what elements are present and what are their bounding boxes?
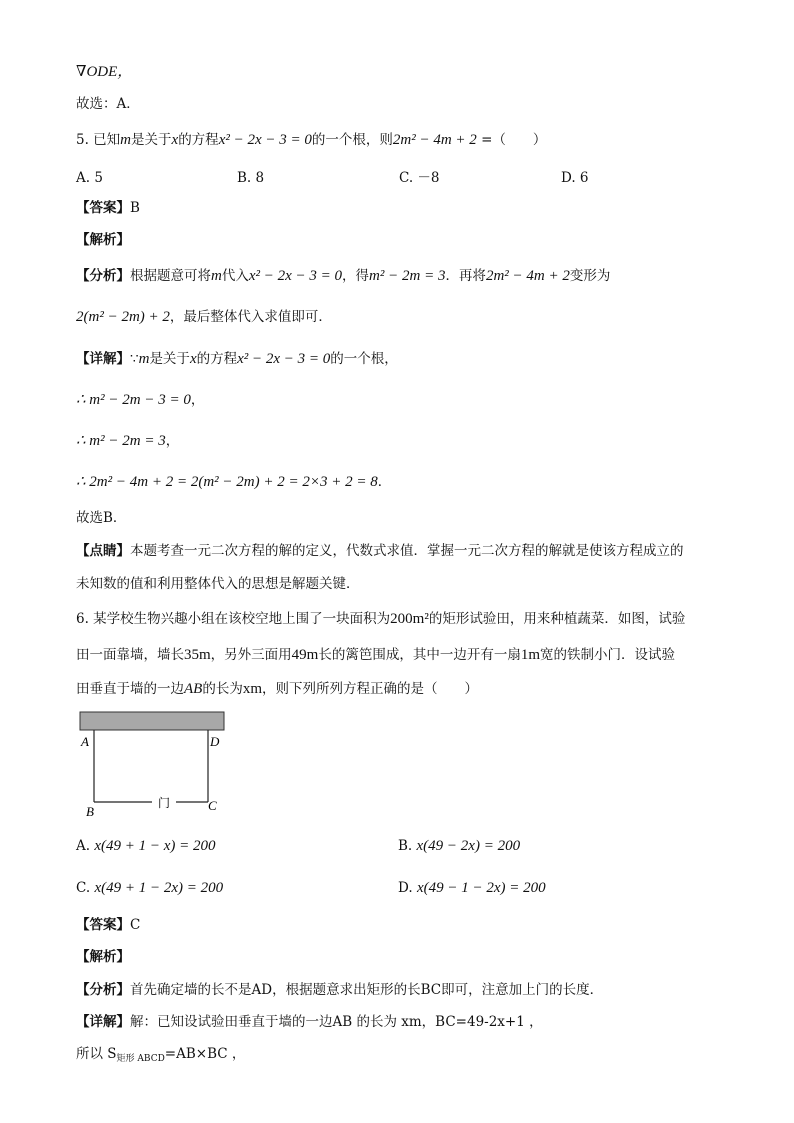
detail-text: 解：已知设试验田垂直于墙的一边AB 的长为 xm，BC=49-2x+1 ，	[130, 1014, 543, 1030]
q5-option-d: D. 6	[561, 170, 589, 186]
q6-door-width: 1m	[520, 647, 541, 663]
question-6-line1	[76, 609, 685, 629]
q6-text: 田一面靠墙，墙长	[76, 647, 184, 663]
analysis-text: ，得	[342, 268, 370, 284]
q6-segment-ab: AB	[184, 681, 203, 697]
because-symbol: ∵	[130, 351, 139, 367]
analysis-expression: 2m² − 4m + 2	[485, 268, 570, 284]
detail-text: 的方程	[196, 351, 238, 367]
option-equation: x(49 − 1 − 2x) = 200	[416, 880, 546, 896]
analysis-equation: x² − 2x − 3 = 0	[248, 268, 343, 284]
question-5-stem	[76, 130, 546, 150]
detail-tag: 【详解】	[76, 1014, 130, 1030]
q5-step-1	[76, 390, 204, 410]
detail-var-x: x	[189, 351, 197, 367]
detail-equation: x² − 2x − 3 = 0	[237, 351, 331, 367]
line-choose-a: 故选：A．	[76, 96, 140, 112]
line-nabla-ode	[76, 62, 132, 82]
q6-detail	[76, 1012, 543, 1032]
punct: ，	[165, 433, 180, 449]
detail-tag: 【详解】	[76, 351, 130, 367]
q5-comment-line1	[76, 541, 684, 561]
q6-text: 宽的铁制小门．设试验	[540, 647, 676, 663]
q6-text: ，另外三面用	[210, 647, 292, 663]
q5-text: 的一个根，则	[311, 132, 393, 148]
comment-tag: 【点睛】	[76, 543, 130, 559]
option-letter: C.	[76, 880, 91, 896]
q5-number: 5. 已知	[76, 132, 121, 148]
q5-var-x: x	[171, 132, 179, 148]
analysis-text: ，最后整体代入求值即可．	[169, 309, 332, 325]
formula-subscript: 矩形 ABCD	[116, 1054, 165, 1064]
q5-jiexi-heading: 【解析】	[76, 232, 130, 248]
punct: ．	[377, 474, 392, 490]
q6-option-c	[76, 878, 223, 898]
analysis-equation-2: m² − 2m = 3	[369, 268, 446, 284]
label-d: D	[210, 734, 220, 749]
q6-text: 长的篱笆围成，其中一边开有一扇	[318, 647, 521, 663]
q6-text: 的长为	[202, 681, 243, 697]
q5-analysis-line2	[76, 307, 332, 327]
q6-option-d	[398, 878, 546, 898]
q6-option-a	[76, 836, 216, 856]
q5-choose: 故选B．	[76, 510, 127, 526]
q6-fence-length: 49m	[291, 647, 319, 663]
q6-analysis	[76, 980, 603, 1000]
q5-step-3	[76, 472, 391, 492]
option-letter: D.	[398, 880, 413, 896]
q5-option-b: B. 8	[237, 170, 265, 186]
option-letter: B.	[398, 838, 413, 854]
punct: ，	[190, 392, 205, 408]
analysis-text: 首先确定墙的长不是AD，根据题意求出矩形的长BC即可，注意加上门的长度．	[130, 982, 604, 998]
label-door: 门	[158, 796, 171, 810]
q5-expression: 2m² − 4m + 2	[392, 132, 477, 148]
q5-comment-line2: 未知数的值和利用整体代入的思想是解题关键．	[76, 576, 360, 592]
analysis-tag: 【分析】	[76, 268, 130, 284]
label-c: C	[208, 798, 217, 813]
analysis-text: 根据题意可将	[130, 268, 211, 284]
q6-option-b	[398, 836, 520, 856]
q6-area-formula	[76, 1044, 245, 1069]
analysis-tag: 【分析】	[76, 982, 130, 998]
q5-var-m: m	[120, 132, 132, 148]
q5-text: 是关于	[131, 132, 172, 148]
answer-value: B	[130, 200, 140, 216]
step-1-equation: ∴ m² − 2m − 3 = 0	[76, 392, 191, 408]
label-a: A	[81, 734, 89, 749]
q5-detail-line1	[76, 349, 398, 369]
answer-tag: 【答案】	[76, 917, 130, 933]
option-equation: x(49 − 2x) = 200	[416, 838, 521, 854]
analysis-text: 变形为	[569, 268, 611, 284]
q6-text: 田垂直于墙的一边	[76, 681, 184, 697]
comment-text: 本题考查一元二次方程的解的定义，代数式求值．掌握一元二次方程的解就是使该方程成立的	[130, 543, 684, 559]
answer-tag: 【答案】	[76, 200, 130, 216]
option-equation: x(49 + 1 − 2x) = 200	[94, 880, 224, 896]
analysis-expression-rewritten: 2(m² − 2m) + 2	[76, 309, 170, 325]
math-nabla-ode: ∇ODE，	[76, 64, 133, 80]
analysis-text: 代入	[221, 268, 249, 284]
q6-text: 的矩形试验田，用来种植蔬菜．如图，试验	[428, 611, 686, 627]
garden-figure	[78, 710, 228, 820]
step-2-equation: ∴ m² − 2m = 3	[76, 433, 166, 449]
analysis-var-m: m	[211, 268, 222, 284]
q5-equation: x² − 2x − 3 = 0	[218, 132, 312, 148]
q5-analysis-line1	[76, 266, 610, 286]
detail-text: 是关于	[149, 351, 190, 367]
q6-text: 6. 某学校生物兴趣小组在该校空地上围了一块面积为	[76, 611, 391, 627]
q5-answer	[76, 198, 140, 218]
answer-value: C	[130, 917, 141, 933]
q6-wall-length: 35m	[184, 647, 211, 663]
wall	[80, 712, 224, 730]
option-equation: x(49 + 1 − x) = 200	[94, 838, 216, 854]
q5-option-c: C. －8	[399, 170, 440, 186]
detail-text: 的一个根，	[330, 351, 398, 367]
formula-rest: =AB×BC ，	[164, 1046, 246, 1062]
q5-step-2	[76, 431, 179, 451]
analysis-text: ．再将	[445, 268, 486, 284]
q6-text: ，则下列所列方程正确的是（ ）	[262, 681, 478, 697]
q6-area: 200m²	[390, 611, 429, 627]
q5-text: 的方程	[178, 132, 219, 148]
detail-var-m: m	[138, 351, 150, 367]
q6-answer	[76, 915, 140, 935]
label-b: B	[86, 804, 94, 819]
q6-jiexi-heading: 【解析】	[76, 949, 130, 965]
q5-bracket: =（ ）	[476, 132, 547, 148]
question-6-line3	[76, 679, 478, 699]
step-3-equation: ∴ 2m² − 4m + 2 = 2(m² − 2m) + 2 = 2×3 + 2 = 8	[76, 474, 378, 490]
q5-option-a: A. 5	[76, 170, 103, 186]
option-letter: A.	[76, 838, 91, 854]
formula-s: 所以 S	[76, 1046, 117, 1062]
question-6-line2	[76, 645, 675, 665]
q6-var-xm: xm	[242, 681, 262, 697]
